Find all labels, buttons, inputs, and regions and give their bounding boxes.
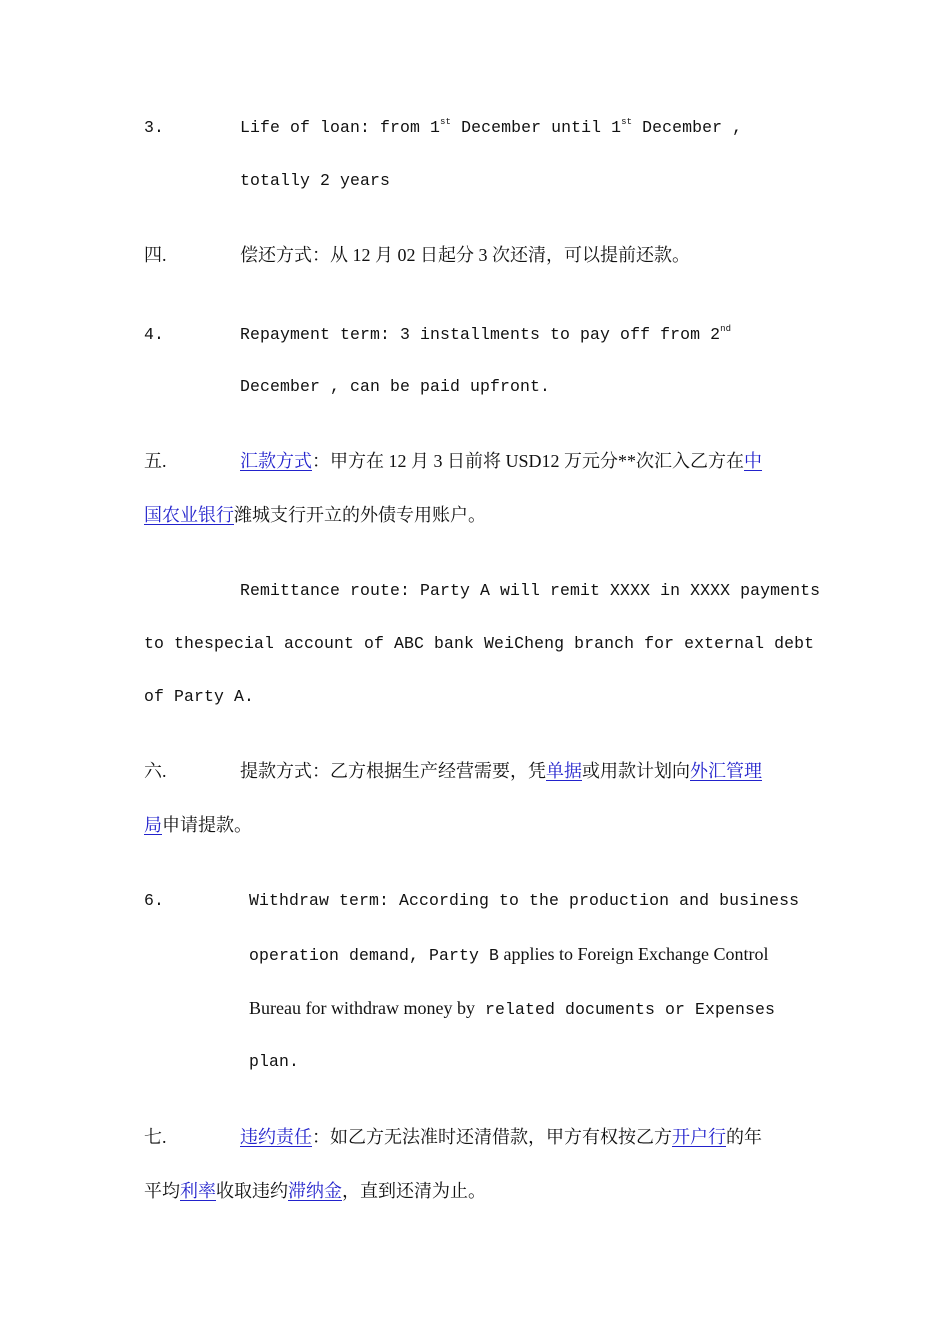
late-fee-link[interactable]: 滞纳金 — [288, 1181, 342, 1201]
ordinal-suffix: st — [440, 117, 452, 127]
repayment-term-text: Repayment term: 3 installments to pay off from 2 — [240, 325, 721, 344]
loan-life-text-a: Life of loan: from 1 — [240, 118, 441, 137]
documents-link[interactable]: 单据 — [546, 761, 582, 781]
remittance-route-text-b: special account of ABC bank WeiCheng branch for external debt — [204, 634, 815, 653]
abc-bank-link-continued[interactable]: 国农业银行 — [144, 505, 234, 525]
withdraw-method-cn-line-1 — [240, 761, 762, 781]
item-number-4: 4. — [144, 325, 165, 344]
remittance-method-link[interactable]: 汇款方式 — [240, 451, 312, 471]
withdraw-method-text-b: 或用款计划向 — [582, 761, 690, 781]
withdraw-term-text-d: related documents or Expenses — [474, 1000, 776, 1019]
remittance-route-text-a: to the — [144, 634, 205, 653]
item-number-6: 6. — [144, 891, 165, 910]
withdraw-term-text-a: operation demand, Party B — [249, 946, 500, 965]
loan-life-line-1 — [240, 118, 742, 138]
breach-liability-text-e: ，直到还清为止。 — [342, 1181, 486, 1201]
withdraw-method-text-a: 提款方式：乙方根据生产经营需要，凭 — [240, 761, 546, 781]
repayment-term-line-2: December , can be paid upfront. — [240, 377, 551, 396]
repayment-method-cn: 偿还方式：从 12 月 02 日起分 3 次还清，可以提前还款。 — [240, 245, 690, 265]
withdraw-term-text-c: Bureau for withdraw money by — [249, 998, 475, 1018]
withdraw-method-cn-line-2 — [144, 815, 252, 835]
withdraw-term-line-2 — [249, 944, 769, 966]
item-number-3: 3. — [144, 118, 165, 137]
withdraw-term-text-b: applies to Foreign Exchange Control — [499, 944, 769, 964]
remittance-method-text: ：甲方在 12 月 3 日前将 USD12 万元分**次汇入乙方在 — [312, 451, 745, 471]
forex-bureau-link[interactable]: 外汇管理 — [690, 761, 762, 781]
opening-bank-link[interactable]: 开户行 — [672, 1127, 726, 1147]
ordinal-suffix: st — [621, 117, 633, 127]
abc-bank-link[interactable]: 中 — [744, 451, 763, 471]
remittance-route-line-3: of Party A. — [144, 687, 255, 706]
loan-life-text-c: December , — [632, 118, 743, 137]
remittance-account-text: 潍城支行开立的外债专用账户。 — [234, 505, 486, 525]
withdraw-term-line-3 — [249, 998, 775, 1020]
item-number-4-cn: 四. — [144, 245, 167, 265]
withdraw-term-line-1: Withdraw term: According to the production and business — [249, 891, 800, 910]
remittance-method-cn-line-1 — [240, 451, 762, 471]
breach-liability-cn-line-2 — [144, 1181, 486, 1201]
forex-bureau-link-continued[interactable]: 局 — [144, 815, 162, 835]
breach-liability-link[interactable]: 违约责任 — [240, 1127, 312, 1147]
loan-life-text-b: December until 1 — [451, 118, 622, 137]
breach-liability-text-d: 收取违约 — [216, 1181, 288, 1201]
withdraw-term-line-4: plan. — [249, 1052, 300, 1071]
loan-life-line-2: totally 2 years — [240, 171, 391, 190]
interest-rate-link[interactable]: 利率 — [180, 1181, 216, 1201]
breach-liability-text-b: 的年 — [726, 1127, 762, 1147]
item-number-6-cn: 六. — [144, 761, 167, 781]
breach-liability-text-a: ：如乙方无法准时还清借款，甲方有权按乙方 — [312, 1127, 672, 1147]
item-number-5-cn: 五. — [144, 451, 167, 471]
remittance-route-line-1: Remittance route: Party A will remit XXXX in XXXX payments — [240, 581, 821, 600]
ordinal-suffix: nd — [720, 324, 732, 334]
remittance-method-cn-line-2 — [144, 505, 486, 525]
breach-liability-cn-line-1 — [240, 1127, 762, 1147]
remittance-route-line-2 — [144, 634, 814, 654]
withdraw-method-text-c: 申请提款。 — [162, 815, 252, 835]
breach-liability-text-c: 平均 — [144, 1181, 180, 1201]
item-number-7-cn: 七. — [144, 1127, 167, 1147]
repayment-term-line-1 — [240, 325, 731, 345]
